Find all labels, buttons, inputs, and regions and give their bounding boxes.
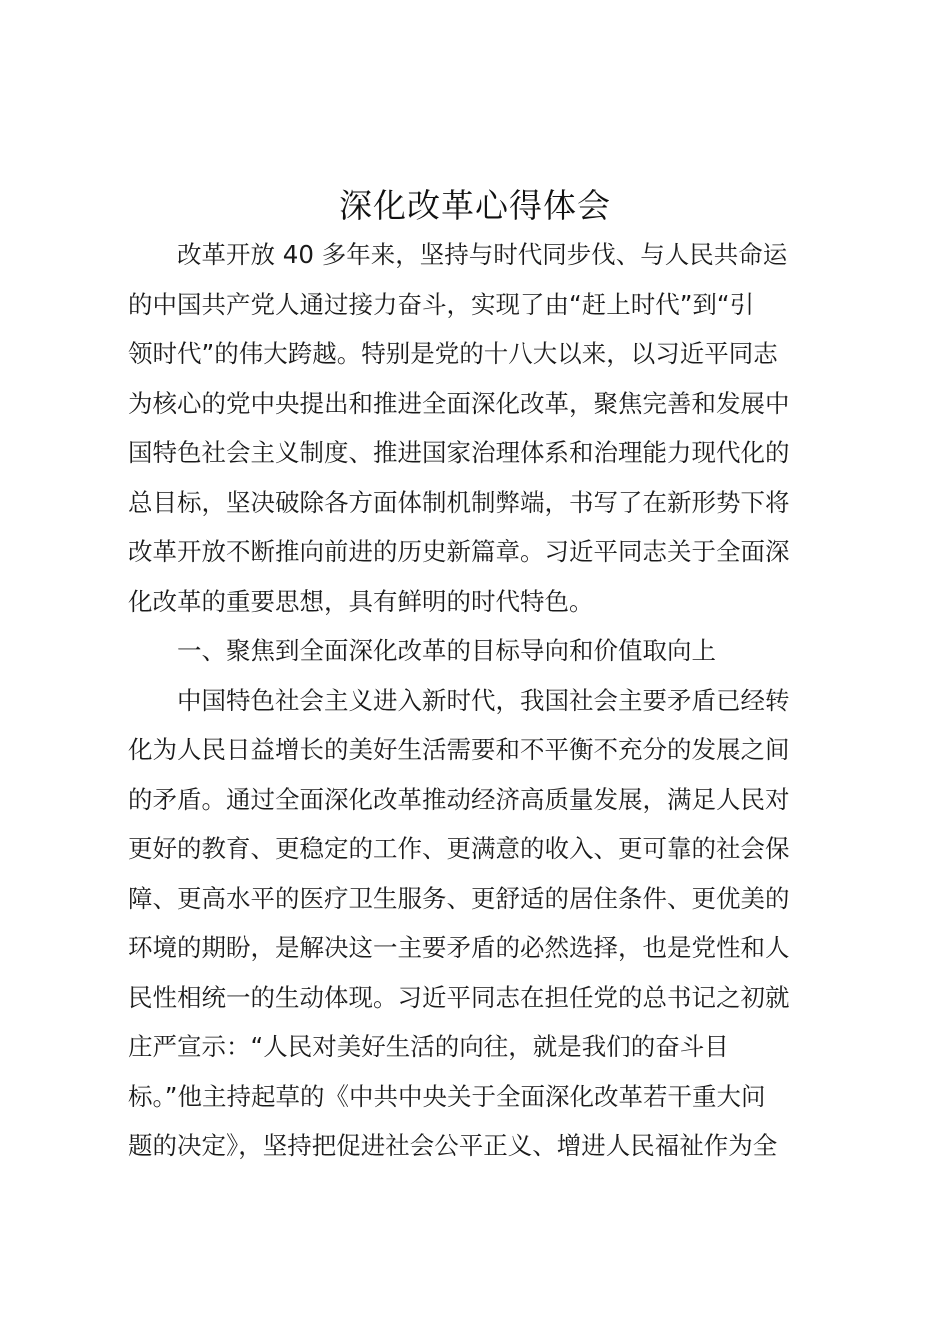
text-line: 题的决定》，坚持把促进社会公平正义、增进人民福祉作为全 <box>128 1131 778 1160</box>
text-line: 总目标，坚决破除各方面体制机制弊端，书写了在新形势下将 <box>128 487 790 517</box>
text-line: 标。”他主持起草的《中共中央关于全面深化改革若干重大问 <box>128 1081 766 1111</box>
text-line: 化改革的重要思想，具有鲜明的时代特色。 <box>128 586 594 616</box>
text-line: 化为人民日益增长的美好生活需要和不平衡不充分的发展之间 <box>128 735 790 764</box>
text-line: 领时代”的伟大跨越。特别是党的十八大以来，以习近平同志 <box>128 339 778 368</box>
document-title: 深化改革心得体会 <box>339 186 611 225</box>
paragraph-section-one <box>128 676 818 1171</box>
text-line: 环境的期盼，是解决这一主要矛盾的必然选择，也是党性和人 <box>128 933 790 962</box>
text-line: 改革开放不断推向前进的历史新篇章。习近平同志关于全面深 <box>128 537 790 566</box>
text-line: 改革开放 40 多年来，坚持与时代同步伐、与人民共命运 <box>177 240 788 269</box>
text-line: 一、聚焦到全面深化改革的目标导向和价值取向上 <box>177 636 716 665</box>
text-line: 为核心的党中央提出和推进全面深化改革，聚焦完善和发展中 <box>128 388 790 418</box>
text-line: 国特色社会主义制度、推进国家治理体系和治理能力现代化的 <box>128 438 790 467</box>
section-heading <box>128 626 818 676</box>
text-line: 庄严宣示：“人民对美好生活的向往，就是我们的奋斗目 <box>128 1032 729 1061</box>
paragraph-intro <box>128 230 818 626</box>
text-line: 障、更高水平的医疗卫生服务、更舒适的居住条件、更优美的 <box>128 883 790 913</box>
text-line: 中国特色社会主义进入新时代，我国社会主要矛盾已经转 <box>177 685 790 715</box>
text-line: 民性相统一的生动体现。习近平同志在担任党的总书记之初就 <box>128 982 790 1012</box>
text-line: 的矛盾。通过全面深化改革推动经济高质量发展，满足人民对 <box>128 784 790 814</box>
text-line: 的中国共产党人通过接力奋斗，实现了由“赶上时代”到“引 <box>128 289 755 319</box>
document-body <box>128 230 818 1171</box>
text-line: 更好的教育、更稳定的工作、更满意的收入、更可靠的社会保 <box>128 834 790 863</box>
